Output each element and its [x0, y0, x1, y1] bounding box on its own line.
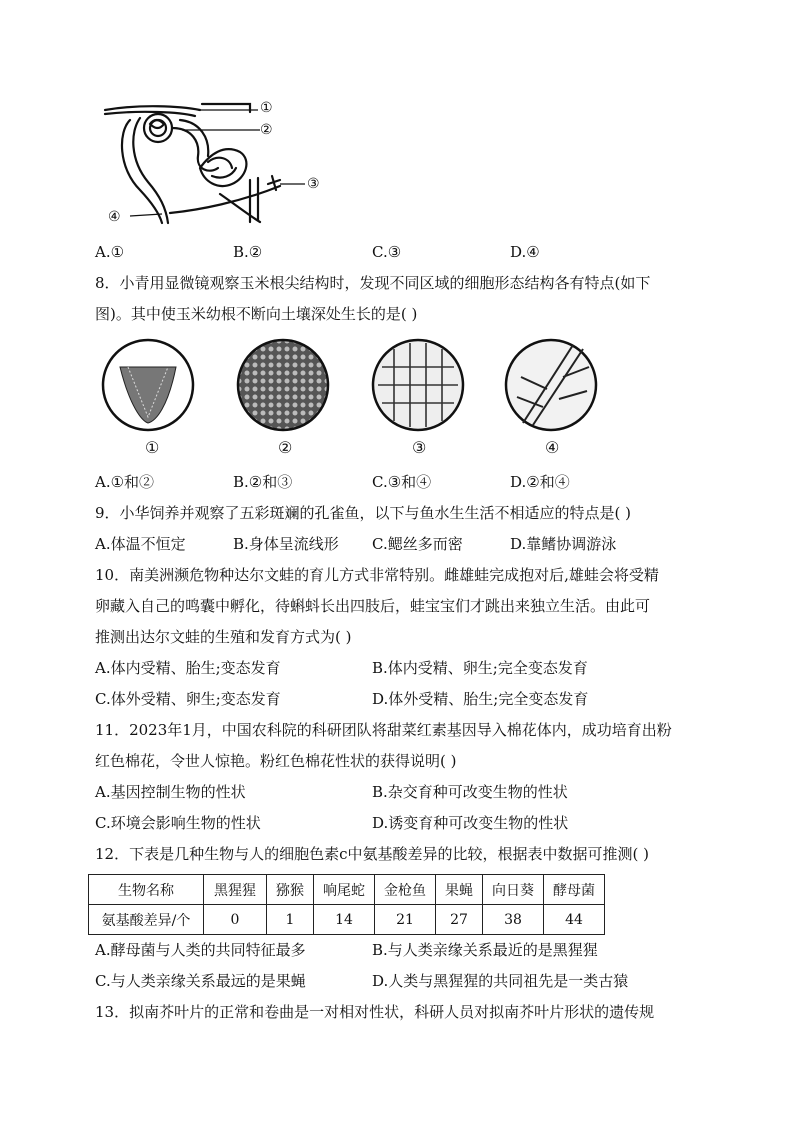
q8-option-d[interactable]: D.②和④	[510, 473, 570, 491]
q9-option-c[interactable]: C.鳃丝多而密	[372, 535, 463, 553]
table-cell: 氨基酸差异/个	[89, 905, 204, 935]
diagram-label-1: ①	[260, 100, 273, 116]
amino-acid-table	[88, 874, 605, 935]
table-cell: 0	[204, 905, 267, 935]
q10-option-d[interactable]: D.体外受精、胎生;完全变态发育	[372, 690, 589, 708]
q7-option-c[interactable]: C.③	[372, 243, 402, 261]
q10-stem-line2: 卵藏入自己的鸣囊中孵化，待蝌蚪长出四肢后，蛙宝宝们才跳出来独立生活。由此可	[95, 597, 651, 615]
table-header-cell: 向日葵	[483, 875, 544, 905]
micro-image-meristem	[235, 337, 331, 437]
q9-stem-line1: 9．小华饲养并观察了五彩斑斓的孔雀鱼，以下与鱼水生生活不相适应的特点是( )	[95, 504, 632, 522]
q9-option-a[interactable]: A.体温不恒定	[95, 535, 186, 553]
table-header-cell: 酵母菌	[544, 875, 605, 905]
micro-image-root-hair	[503, 337, 599, 437]
micro-label-3: ③	[412, 438, 427, 457]
table-header-row	[89, 875, 605, 905]
table-cell: 27	[436, 905, 483, 935]
micro-image-elongation	[370, 337, 466, 437]
nephron-drawing	[100, 98, 330, 228]
table-cell: 14	[314, 905, 375, 935]
q8-option-a[interactable]: A.①和②	[95, 473, 155, 491]
q11-option-c[interactable]: C.环境会影响生物的性状	[95, 814, 261, 832]
q11-option-a[interactable]: A.基因控制生物的性状	[95, 783, 246, 801]
q8-stem-line1: 8．小青用显微镜观察玉米根尖结构时，发现不同区域的细胞形态结构各有特点(如下	[95, 274, 651, 292]
q7-option-d[interactable]: D.④	[510, 243, 540, 261]
q10-option-b[interactable]: B.体内受精、卵生;完全变态发育	[372, 659, 588, 677]
q11-stem-line2: 红色棉花，令世人惊艳。粉红色棉花性状的获得说明( )	[95, 752, 457, 770]
table-header-cell: 猕猴	[267, 875, 314, 905]
table-cell: 44	[544, 905, 605, 935]
table-cell: 38	[483, 905, 544, 935]
micro-label-2: ②	[278, 438, 293, 457]
q12-option-a[interactable]: A.酵母菌与人类的共同特征最多	[95, 941, 306, 959]
q11-option-d[interactable]: D.诱变育种可改变生物的性状	[372, 814, 569, 832]
q7-option-a[interactable]: A.①	[95, 243, 125, 261]
table-header-cell: 果蝇	[436, 875, 483, 905]
micro-label-1: ①	[145, 438, 160, 457]
table-cell: 1	[267, 905, 314, 935]
q12-option-d[interactable]: D.人类与黑猩猩的共同祖先是一类古猿	[372, 972, 629, 990]
nephron-diagram	[100, 98, 330, 228]
q8-stem-line2: 图)。其中使玉米幼根不断向土壤深处生长的是( )	[95, 305, 418, 323]
q12-stem-line1: 12．下表是几种生物与人的细胞色素c中氨基酸差异的比较，根据表中数据可推测( )	[95, 845, 649, 863]
q10-stem-line3: 推测出达尔文蛙的生殖和发育方式为( )	[95, 628, 352, 646]
micro-image-root-cap	[100, 337, 196, 437]
q8-option-b[interactable]: B.②和③	[233, 473, 293, 491]
q9-option-b[interactable]: B.身体呈流线形	[233, 535, 339, 553]
table-header-cell: 金枪鱼	[375, 875, 436, 905]
q11-option-b[interactable]: B.杂交育种可改变生物的性状	[372, 783, 568, 801]
q10-stem-line1: 10．南美洲濒危物种达尔文蛙的育儿方式非常特别。雌雄蛙完成抱对后,雄蛙会将受精	[95, 566, 659, 584]
q9-option-d[interactable]: D.靠鳍协调游泳	[510, 535, 617, 553]
diagram-label-4: ④	[108, 209, 121, 225]
table-cell: 21	[375, 905, 436, 935]
table-row	[89, 905, 605, 935]
q8-option-c[interactable]: C.③和④	[372, 473, 432, 491]
table-header-cell: 响尾蛇	[314, 875, 375, 905]
diagram-label-3: ③	[307, 176, 320, 192]
q11-stem-line1: 11．2023年1月，中国农科院的科研团队将甜菜红素基因导入棉花体内，成功培育出粉	[95, 721, 672, 739]
table-header-cell: 生物名称	[89, 875, 204, 905]
q12-option-c[interactable]: C.与人类亲缘关系最远的是果蝇	[95, 972, 306, 990]
q10-option-c[interactable]: C.体外受精、卵生;变态发育	[95, 690, 281, 708]
table-header-cell: 黑猩猩	[204, 875, 267, 905]
micro-label-4: ④	[545, 438, 560, 457]
q13-stem-line1: 13．拟南芥叶片的正常和卷曲是一对相对性状，科研人员对拟南芥叶片形状的遗传规	[95, 1003, 655, 1021]
diagram-label-2: ②	[260, 122, 273, 138]
q10-option-a[interactable]: A.体内受精、胎生;变态发育	[95, 659, 281, 677]
q12-option-b[interactable]: B.与人类亲缘关系最近的是黑猩猩	[372, 941, 598, 959]
q7-option-b[interactable]: B.②	[233, 243, 263, 261]
